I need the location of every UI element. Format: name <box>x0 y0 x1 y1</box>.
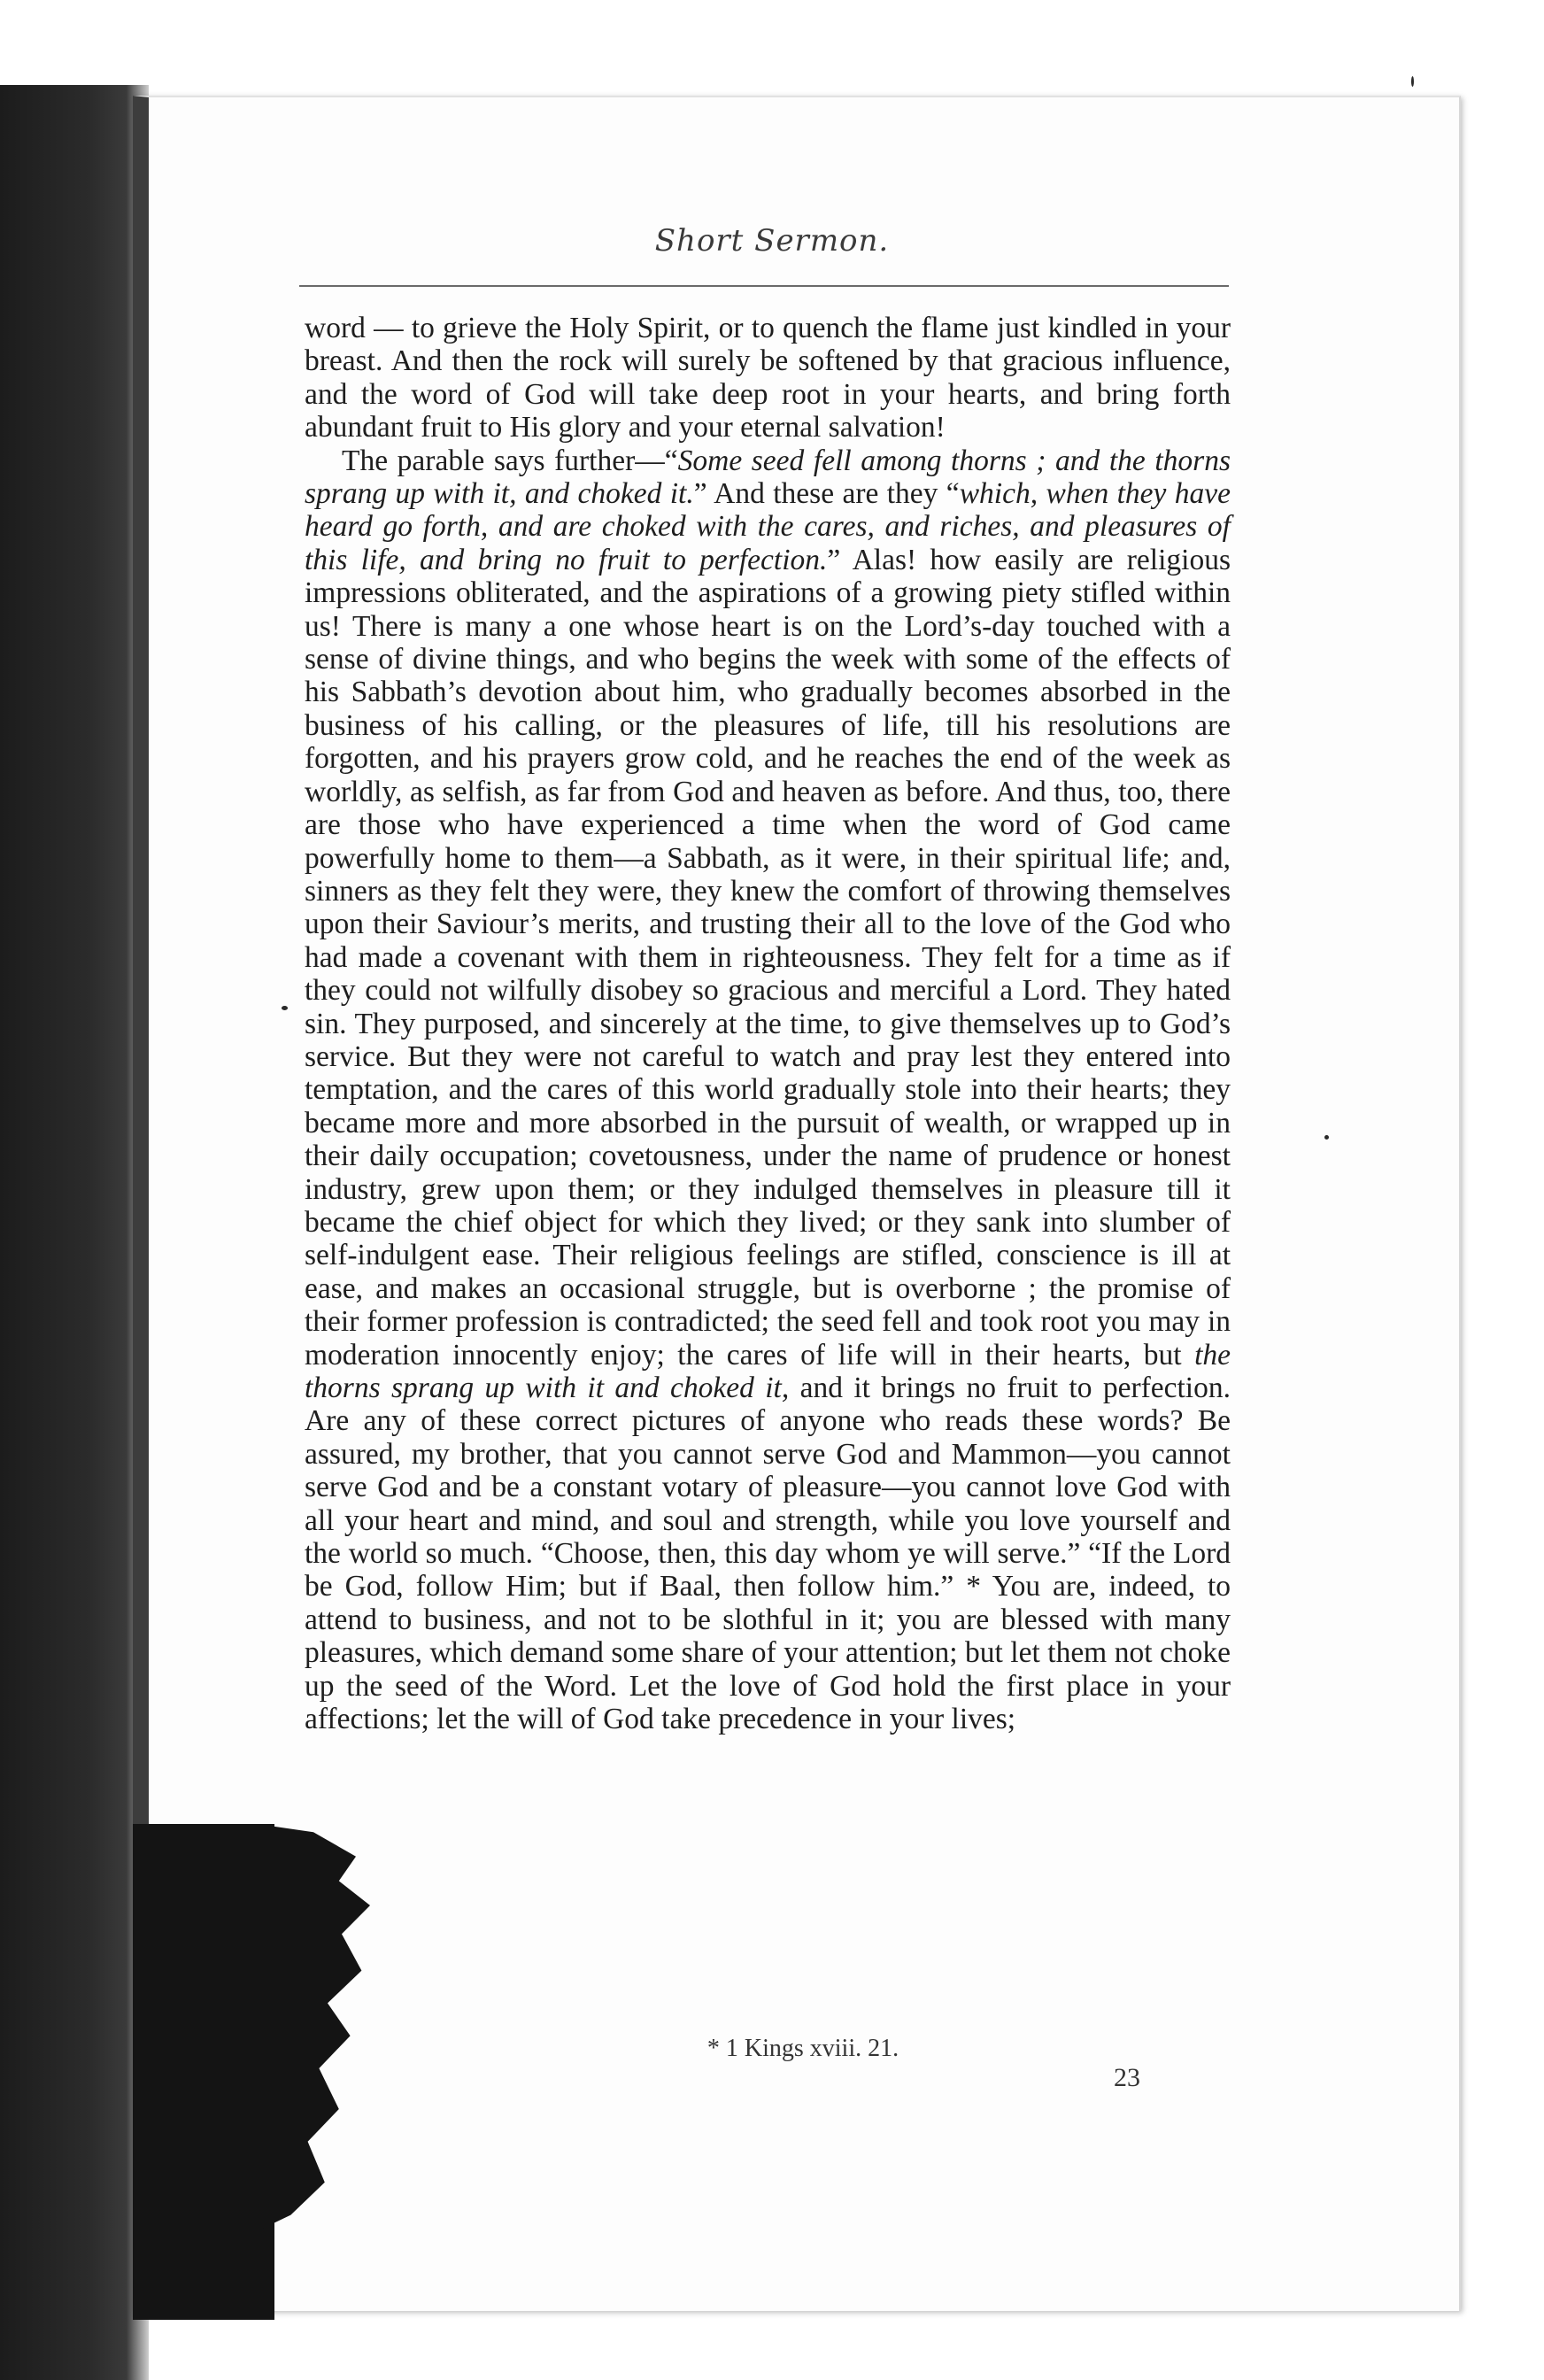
paragraph-text: ” Alas! how easily are religious impressions obliterated, and the aspirations of a growing piety stifled within us! There is many a one whose heart is on the Lord’s-day touched with a sense of divine things, and who begins the week with some of the effects of his Sabbath’s devotion about him, who gradually becomes absorbed in the business of his calling, or the pleasures of life, till his resolutions are forgotten, and his prayers grow cold, and he reaches the end of the week as worldly, as selfish, as far from God and heaven as before. And thus, too, there are those who have experienced a time when the word of God came powerfully home to them—a Sabbath, as it were, in their spiritual life; and, sinners as they felt they were, they knew the comfort of throwing themselves upon their Saviour’s merits, and trusting their all to the love of the God who had made a covenant with them in righteousness. They felt for a time as if they could not wilfully disobey so gracious and merciful a Lord. They hated sin. They purposed, and sincerely at the time, to give themselves up to God’s service. But they were not careful to watch and pray lest they entered into temptation, and the cares of this world gradually stole into their hearts; they became more and more absorbed in the pursuit of wealth, or wrapped up in their daily occupation; covetousness, under the name of prudence or honest industry, grew upon them; or they indulged themselves in pleasure till it became the chief object for which they lived; or they sank into slumber of self-indulgent ease. Their religious feelings are stifled, conscience is ill at ease, and makes an occasional struggle, but is overborne ; the promise of their former profession is contradicted; the seed fell and took root you may in moderation innocently enjoy; the cares of life will in their hearts, but <box>305 543 1231 1372</box>
page-number: 23 <box>1114 2063 1140 2092</box>
margin-speck <box>1324 1135 1329 1140</box>
paragraph-text: and it brings no fruit to perfection. Are any of these correct pictures of anyone who reads these words? Be assured, my brother, that you cannot serve God and Mammon—you cannot serve God and be a constant votary of pleasure—you cannot love God with all your heart and mind, and soul and strength, while you love yourself and the world so much. “Choose, then, this day whom ye will serve.” “If the Lord be God, follow Him; but if Baal, then follow him.” * You are, indeed, to attend to business, and not to be slothful in it; you are blessed with many pleasures, which demand some share of your attention; but let them not choke up the seed of the Word. Let the love of God hold the first place in your affections; let the will of God take precedence in your lives; <box>305 1372 1231 1736</box>
paragraph-text: ” And these are they “ <box>693 477 960 511</box>
footnote: * 1 Kings xviii. 21. <box>706 2035 899 2062</box>
header-rule <box>299 285 1229 287</box>
sermon-body <box>305 312 1231 1735</box>
paragraph <box>305 444 1231 1736</box>
margin-speck <box>282 1006 288 1010</box>
paragraph <box>305 312 1231 444</box>
paragraph-text: The parable says further—“ <box>342 444 678 477</box>
page-damage <box>133 1824 274 2320</box>
margin-speck <box>1411 76 1414 87</box>
scripture-quote: Some seed fell among thorns ; and the thorns sprang up with it, and choked it. <box>305 444 1231 511</box>
paragraph-text: word — to grieve the Holy Spirit, or to quench the flame just kindled in your breast. And then the rock will surely be softened by that gracious influence, and the word of God will take deep root in your hearts, and bring forth abundant fruit to His glory and your eternal salvation! <box>305 312 1231 444</box>
page-title: Short Sermon. <box>654 223 890 259</box>
scripture-quote: the thorns sprang up with it and choked it, <box>305 1338 1231 1404</box>
scripture-quote: which, when they have heard go forth, and are choked with the cares, and riches, and pleasures of this life, and bring no fruit to perfection. <box>305 477 1231 576</box>
